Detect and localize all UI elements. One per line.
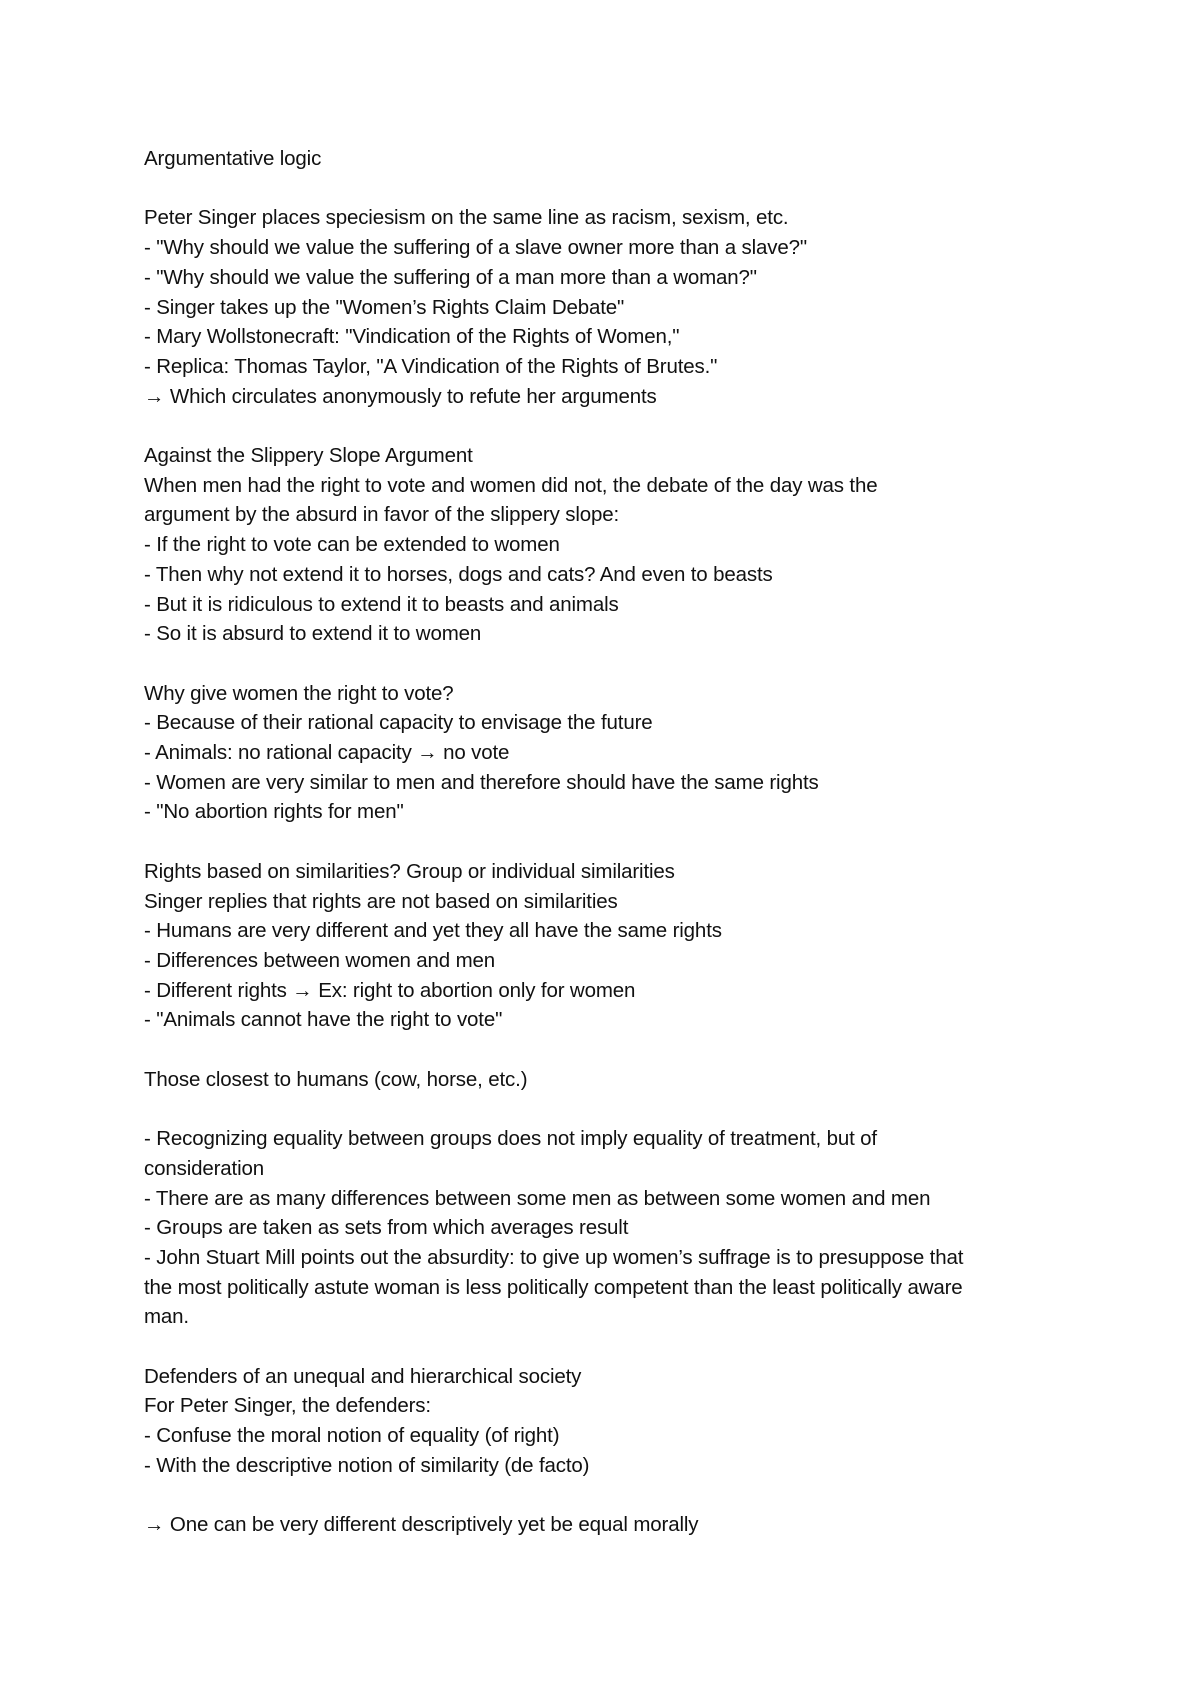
text-line: - "Animals cannot have the right to vote" [144, 1008, 503, 1032]
text-line: - Animals: no rational capacity → no vote [144, 741, 510, 765]
text-line: consideration [144, 1156, 264, 1180]
text-line: Against the Slippery Slope Argument [144, 444, 473, 467]
blank-line [144, 174, 1074, 204]
text-line: - Different rights → Ex: right to abortion only for women [144, 978, 636, 1002]
text-line: - Confuse the moral notion of equality (of right) [144, 1424, 560, 1448]
text-line: - Replica: Thomas Taylor, "A Vindication of the Rights of Brutes." [144, 354, 718, 378]
text-line: man. [144, 1305, 189, 1329]
text-line: the most politically astute woman is less politically competent than the least politically aware [144, 1275, 963, 1299]
text-line: - Humans are very different and yet they all have the same rights [144, 919, 722, 943]
text-line: Those closest to humans (cow, horse, etc.) [144, 1067, 528, 1091]
text-line: Argumentative logic [144, 147, 322, 170]
blank-line [144, 827, 1074, 857]
text-line: - If the right to vote can be extended to women [144, 533, 560, 557]
text-line: For Peter Singer, the defenders: [144, 1394, 431, 1418]
text-line: - There are as many differences between some men as between some women and men [144, 1186, 931, 1210]
text-line: Rights based on similarities? Group or individual similarities [144, 859, 675, 883]
blank-line [144, 411, 1074, 441]
blank-line [144, 1094, 1074, 1124]
blank-line [144, 1481, 1074, 1511]
text-line: Defenders of an unequal and hierarchical society [144, 1364, 582, 1388]
text-line: - But it is ridiculous to extend it to beasts and animals [144, 592, 619, 616]
text-line: Singer replies that rights are not based on similarities [144, 889, 618, 913]
blank-line [144, 1035, 1074, 1065]
text-line: Why give women the right to vote? [144, 681, 454, 705]
text-line: - Then why not extend it to horses, dogs and cats? And even to beasts [144, 562, 773, 586]
blank-line [144, 1332, 1074, 1362]
text-line: - Mary Wollstonecraft: "Vindication of the Rights of Women," [144, 325, 680, 349]
text-line: - John Stuart Mill points out the absurdity: to give up women’s suffrage is to presuppose that [144, 1245, 964, 1269]
text-line: - "No abortion rights for men" [144, 800, 404, 824]
text-line: - Recognizing equality between groups does not imply equality of treatment, but of [144, 1127, 877, 1151]
text-line: - Because of their rational capacity to envisage the future [144, 711, 653, 735]
text-line: - "Why should we value the suffering of a slave owner more than a slave?" [144, 236, 807, 260]
text-line: - Differences between women and men [144, 948, 496, 972]
text-line: - So it is absurd to extend it to women [144, 622, 482, 646]
text-line: argument by the absurd in favor of the slippery slope: [144, 503, 620, 527]
text-line: When men had the right to vote and women did not, the debate of the day was the [144, 473, 878, 497]
text-line: - Groups are taken as sets from which averages result [144, 1216, 629, 1240]
document-body [144, 144, 1074, 1540]
text-line: → Which circulates anonymously to refute her arguments [144, 384, 657, 408]
text-line: - "Why should we value the suffering of a man more than a woman?" [144, 265, 757, 289]
blank-line [144, 649, 1074, 679]
text-line: - Singer takes up the "Women’s Rights Claim Debate" [144, 295, 625, 319]
text-line: - Women are very similar to men and therefore should have the same rights [144, 770, 819, 794]
text-line: Peter Singer places speciesism on the same line as racism, sexism, etc. [144, 206, 789, 230]
text-line: → One can be very different descriptively yet be equal morally [144, 1513, 699, 1537]
text-line: - With the descriptive notion of similarity (de facto) [144, 1453, 590, 1477]
